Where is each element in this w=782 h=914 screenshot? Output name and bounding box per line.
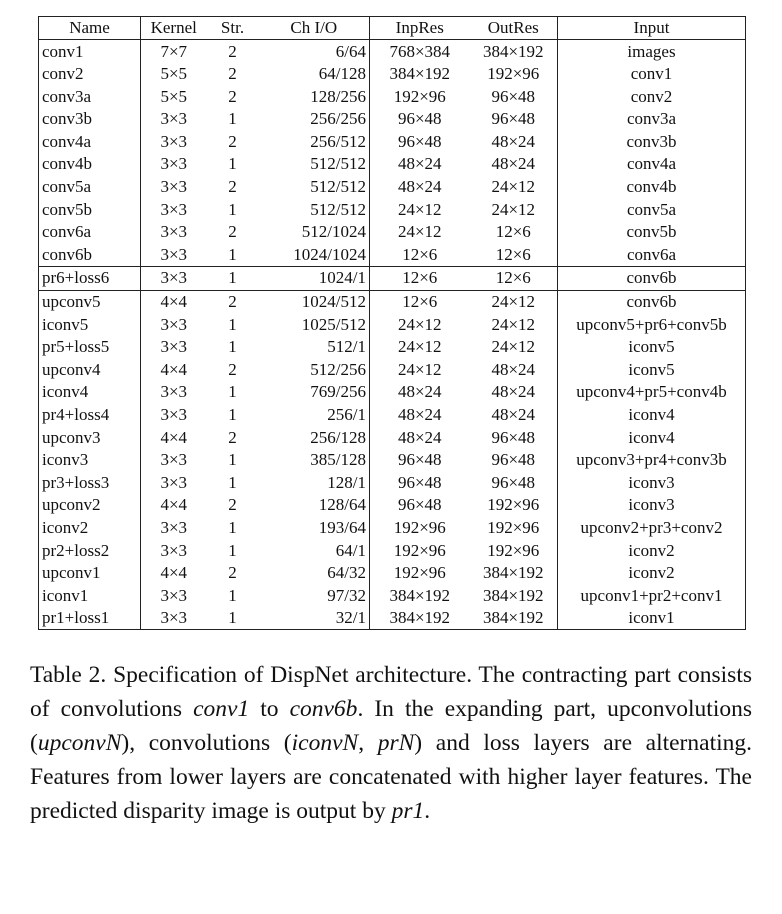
cell-channels: 64/32 [327,563,366,583]
cell-name: upconv1 [42,563,101,583]
cell-name: conv3b [42,109,93,129]
cell-input-resolution: 12×6 [370,266,470,290]
cell-stride: 2 [228,131,237,151]
cell-input: upconv3+pr4+conv3b [558,449,746,472]
cell-kernel: 3×3 [141,108,207,131]
cell-stride: 1 [207,266,259,290]
cell-output-resolution: 12×6 [470,266,558,290]
cell-output-resolution: 192×96 [487,540,540,560]
caption-italic: conv6b [289,696,358,722]
cell-channels: 64/1 [335,540,366,560]
cell-kernel: 3×3 [141,176,207,199]
cell-kernel: 3×3 [141,153,207,176]
cell-input: iconv4 [558,426,746,449]
cell-output-resolution: 96×48 [491,450,536,470]
cell-kernel: 4×4 [141,494,207,517]
cell-stride: 1 [228,585,237,605]
cell-channels: 6/64 [335,41,366,61]
cell-input-resolution: 96×48 [370,108,470,131]
cell-output-resolution: 12×6 [495,222,531,242]
cell-input: upconv4+pr5+conv4b [558,381,746,404]
cell-channels: 128/1 [327,472,366,492]
cell-name: upconv3 [42,427,101,447]
cell-name: iconv1 [42,585,89,605]
cell-name: conv2 [42,64,84,84]
cell-channels: 1025/512 [301,314,366,334]
cell-channels: 769/256 [310,382,366,402]
cell-input: conv5b [558,221,746,244]
cell-channels: 512/1 [327,337,366,357]
cell-name: pr1+loss1 [42,608,110,628]
cell-output-resolution: 384×192 [482,563,544,583]
table-caption [30,658,752,828]
cell-stride: 1 [228,314,237,334]
cell-channels: 1024/512 [301,292,366,312]
cell-channels: 512/1024 [301,222,366,242]
cell-name: conv5b [42,199,93,219]
cell-channels: 256/256 [310,109,366,129]
cell-name: iconv2 [42,517,89,537]
cell-stride: 2 [228,292,237,312]
cell-input-resolution: 192×96 [370,539,470,562]
cell-input-resolution: 192×96 [370,516,470,539]
cell-input-resolution: 24×12 [370,336,470,359]
caption-text: , [358,730,378,756]
cell-output-resolution: 192×96 [487,495,540,515]
cell-channels: 512/512 [310,154,366,174]
cell-stride: 1 [207,243,259,266]
cell-input-resolution: 96×48 [370,494,470,517]
cell-output-resolution: 24×12 [491,292,536,312]
cell-input-resolution: 12×6 [370,243,470,266]
cell-output-resolution: 48×24 [491,359,536,379]
cell-input: conv3a [558,108,746,131]
cell-stride: 1 [228,154,237,174]
cell-stride: 1 [228,608,237,628]
cell-input: iconv5 [558,336,746,359]
cell-output-resolution: 384×192 [482,608,544,628]
cell-input: conv2 [558,85,746,108]
cell-name: conv4a [42,131,92,151]
cell-name: pr3+loss3 [42,472,110,492]
cell-output-resolution: 24×12 [491,337,536,357]
table-row [39,584,746,607]
cell-name: conv6a [42,222,92,242]
table-row [39,108,746,131]
table-row [39,63,746,86]
cell-name: conv5a [42,177,92,197]
cell-name: pr6+loss6 [39,266,141,290]
cell-input: iconv3 [558,471,746,494]
cell-input-resolution: 48×24 [370,381,470,404]
cell-input: conv4b [558,176,746,199]
table-row [39,221,746,244]
cell-input-resolution: 96×48 [370,130,470,153]
cell-channels: 193/64 [318,517,366,537]
table-row [39,426,746,449]
cell-input: conv3b [558,130,746,153]
cell-stride: 2 [228,359,237,379]
cell-input-resolution: 48×24 [370,404,470,427]
cell-output-resolution: 24×12 [491,314,536,334]
table-row [39,130,746,153]
cell-channels: 128/64 [318,495,366,515]
cell-channels: 256/1 [327,405,366,424]
caption-label: Table 2. [30,662,107,688]
cell-name: upconv4 [42,359,101,379]
cell-kernel: 4×4 [141,562,207,585]
table-row [39,198,746,221]
cell-name: pr4+loss4 [42,405,110,424]
cell-input: iconv1 [558,607,746,630]
table-row [39,562,746,585]
cell-input: conv6a [558,243,746,266]
cell-channels: 1024/1024 [259,243,370,266]
cell-output-resolution: 48×24 [491,382,536,402]
caption-text: ), convolutions ( [121,730,292,756]
table-row [39,243,746,266]
cell-channels: 385/128 [310,450,366,470]
cell-name: iconv4 [42,382,89,402]
cell-kernel: 3×3 [141,516,207,539]
cell-kernel: 3×3 [141,221,207,244]
cell-kernel: 3×3 [141,130,207,153]
cell-channels: 512/256 [310,359,366,379]
caption-text: . In the expanding part, upconvolutions ( [30,696,753,756]
cell-input-resolution: 24×12 [370,313,470,336]
caption-italic: pr1 [391,798,425,824]
header-kernel: Kernel [141,17,207,40]
cell-kernel: 3×3 [141,336,207,359]
caption-text: to [249,696,290,722]
caption-text: ) and loss layers are alternating. Features from lower layers are concatenated with higher layer features. The predicted disparity image is output by [30,730,753,824]
cell-kernel: 3×3 [141,449,207,472]
header-stride: Str. [207,17,259,40]
cell-channels: 64/128 [318,64,366,84]
cell-input-resolution: 384×192 [370,584,470,607]
cell-kernel: 3×3 [141,381,207,404]
table-row [39,381,746,404]
cell-output-resolution: 48×24 [491,131,536,151]
table-row [39,516,746,539]
cell-input: upconv5+pr6+conv5b [558,313,746,336]
cell-output-resolution: 48×24 [491,405,536,424]
table-row [39,85,746,108]
table-row [39,471,746,494]
cell-output-resolution: 48×24 [491,154,536,174]
architecture-table [38,16,746,630]
cell-name: iconv3 [42,450,89,470]
cell-input: iconv2 [558,562,746,585]
cell-input-resolution: 192×96 [370,85,470,108]
cell-stride: 2 [228,64,237,84]
cell-input-resolution: 48×24 [370,426,470,449]
cell-kernel: 3×3 [141,198,207,221]
cell-input: conv6b [558,290,746,313]
header-name: Name [39,17,141,40]
cell-input: conv6b [558,266,746,290]
cell-kernel: 3×3 [141,607,207,630]
cell-kernel: 3×3 [141,313,207,336]
cell-kernel: 4×4 [141,358,207,381]
table-row [39,539,746,562]
cell-output-resolution: 12×6 [470,243,558,266]
cell-input-resolution: 384×192 [370,607,470,630]
cell-kernel: 3×3 [141,243,207,266]
cell-stride: 2 [228,495,237,515]
cell-kernel: 3×3 [141,584,207,607]
cell-kernel: 3×3 [141,471,207,494]
caption-italic: iconvN [291,730,359,756]
cell-stride: 2 [228,427,237,447]
caption-italic: upconvN [37,730,122,756]
cell-input: iconv2 [558,539,746,562]
cell-name: conv1 [42,41,84,61]
caption-italic: prN [377,730,415,756]
cell-output-resolution: 384×192 [482,585,544,605]
cell-kernel: 3×3 [141,404,207,427]
cell-name: conv4b [42,154,93,174]
cell-input-resolution: 24×12 [370,198,470,221]
cell-output-resolution: 192×96 [487,64,540,84]
cell-kernel: 7×7 [141,40,207,63]
table-row [39,336,746,359]
cell-stride: 1 [228,109,237,129]
cell-stride: 1 [228,405,237,424]
cell-output-resolution: 24×12 [491,177,536,197]
header-output-resolution: OutRes [470,17,558,40]
cell-channels: 256/128 [310,427,366,447]
cell-input-resolution: 24×12 [370,221,470,244]
cell-output-resolution: 24×12 [491,199,536,219]
cell-name: pr2+loss2 [42,540,110,560]
cell-channels: 512/512 [310,177,366,197]
cell-output-resolution: 192×96 [487,517,540,537]
table-row [39,358,746,381]
cell-stride: 2 [228,563,237,583]
cell-input: upconv2+pr3+conv2 [558,516,746,539]
header-input: Input [558,17,746,40]
cell-channels: 256/512 [310,131,366,151]
cell-kernel: 3×3 [141,539,207,562]
cell-input-resolution: 96×48 [370,471,470,494]
cell-kernel: 5×5 [141,85,207,108]
table-row [39,176,746,199]
cell-output-resolution: 96×48 [491,109,536,129]
cell-channels: 32/1 [335,608,366,628]
cell-stride: 2 [228,41,237,61]
cell-input-resolution: 768×384 [370,40,470,63]
table-row [39,40,746,63]
caption-italic: conv1 [193,696,250,722]
cell-input: iconv5 [558,358,746,381]
table-row [39,494,746,517]
cell-stride: 1 [228,517,237,537]
cell-input-resolution: 384×192 [370,63,470,86]
cell-stride: 1 [228,199,237,219]
cell-kernel: 4×4 [141,426,207,449]
cell-stride: 1 [228,450,237,470]
cell-input-resolution: 24×12 [370,358,470,381]
cell-input: conv5a [558,198,746,221]
cell-output-resolution: 384×192 [482,41,544,61]
cell-input-resolution: 48×24 [370,153,470,176]
header-channels: Ch I/O [259,17,370,40]
cell-name: upconv2 [42,495,101,515]
table-row [39,404,746,427]
table-row [39,266,746,290]
cell-input: iconv3 [558,494,746,517]
cell-kernel: 5×5 [141,63,207,86]
cell-stride: 1 [228,540,237,560]
cell-stride: 2 [228,222,237,242]
cell-name: iconv5 [42,314,89,334]
cell-output-resolution: 96×48 [491,86,536,106]
cell-stride: 1 [228,472,237,492]
caption-text: Specification of DispNet architecture. The contracting part consists of convolutions [30,662,752,722]
cell-input-resolution: 192×96 [370,562,470,585]
cell-input: conv4a [558,153,746,176]
cell-channels: 97/32 [327,585,366,605]
cell-output-resolution: 96×48 [491,472,536,492]
cell-name: pr5+loss5 [42,337,110,357]
cell-input: upconv1+pr2+conv1 [558,584,746,607]
cell-name: upconv5 [42,292,101,312]
cell-channels: 512/512 [310,199,366,219]
caption-text: . [424,798,431,824]
header-row [39,17,746,40]
cell-kernel: 3×3 [141,266,207,290]
cell-stride: 1 [228,382,237,402]
table-row [39,313,746,336]
table-row [39,449,746,472]
cell-kernel: 4×4 [141,290,207,313]
cell-stride: 2 [228,177,237,197]
cell-output-resolution: 96×48 [491,427,536,447]
cell-name: conv6b [39,243,141,266]
table-row [39,153,746,176]
table-row [39,607,746,630]
table-body [39,40,746,630]
cell-input: conv1 [558,63,746,86]
cell-channels: 128/256 [310,86,366,106]
cell-name: conv3a [42,86,92,106]
cell-input-resolution: 12×6 [370,290,470,313]
cell-stride: 1 [228,337,237,357]
header-input-resolution: InpRes [370,17,470,40]
cell-channels: 1024/1 [259,266,370,290]
cell-input: iconv4 [558,404,746,427]
cell-stride: 2 [228,86,237,106]
cell-input-resolution: 96×48 [370,449,470,472]
cell-input: images [558,40,746,63]
cell-input-resolution: 48×24 [370,176,470,199]
table-row [39,290,746,313]
